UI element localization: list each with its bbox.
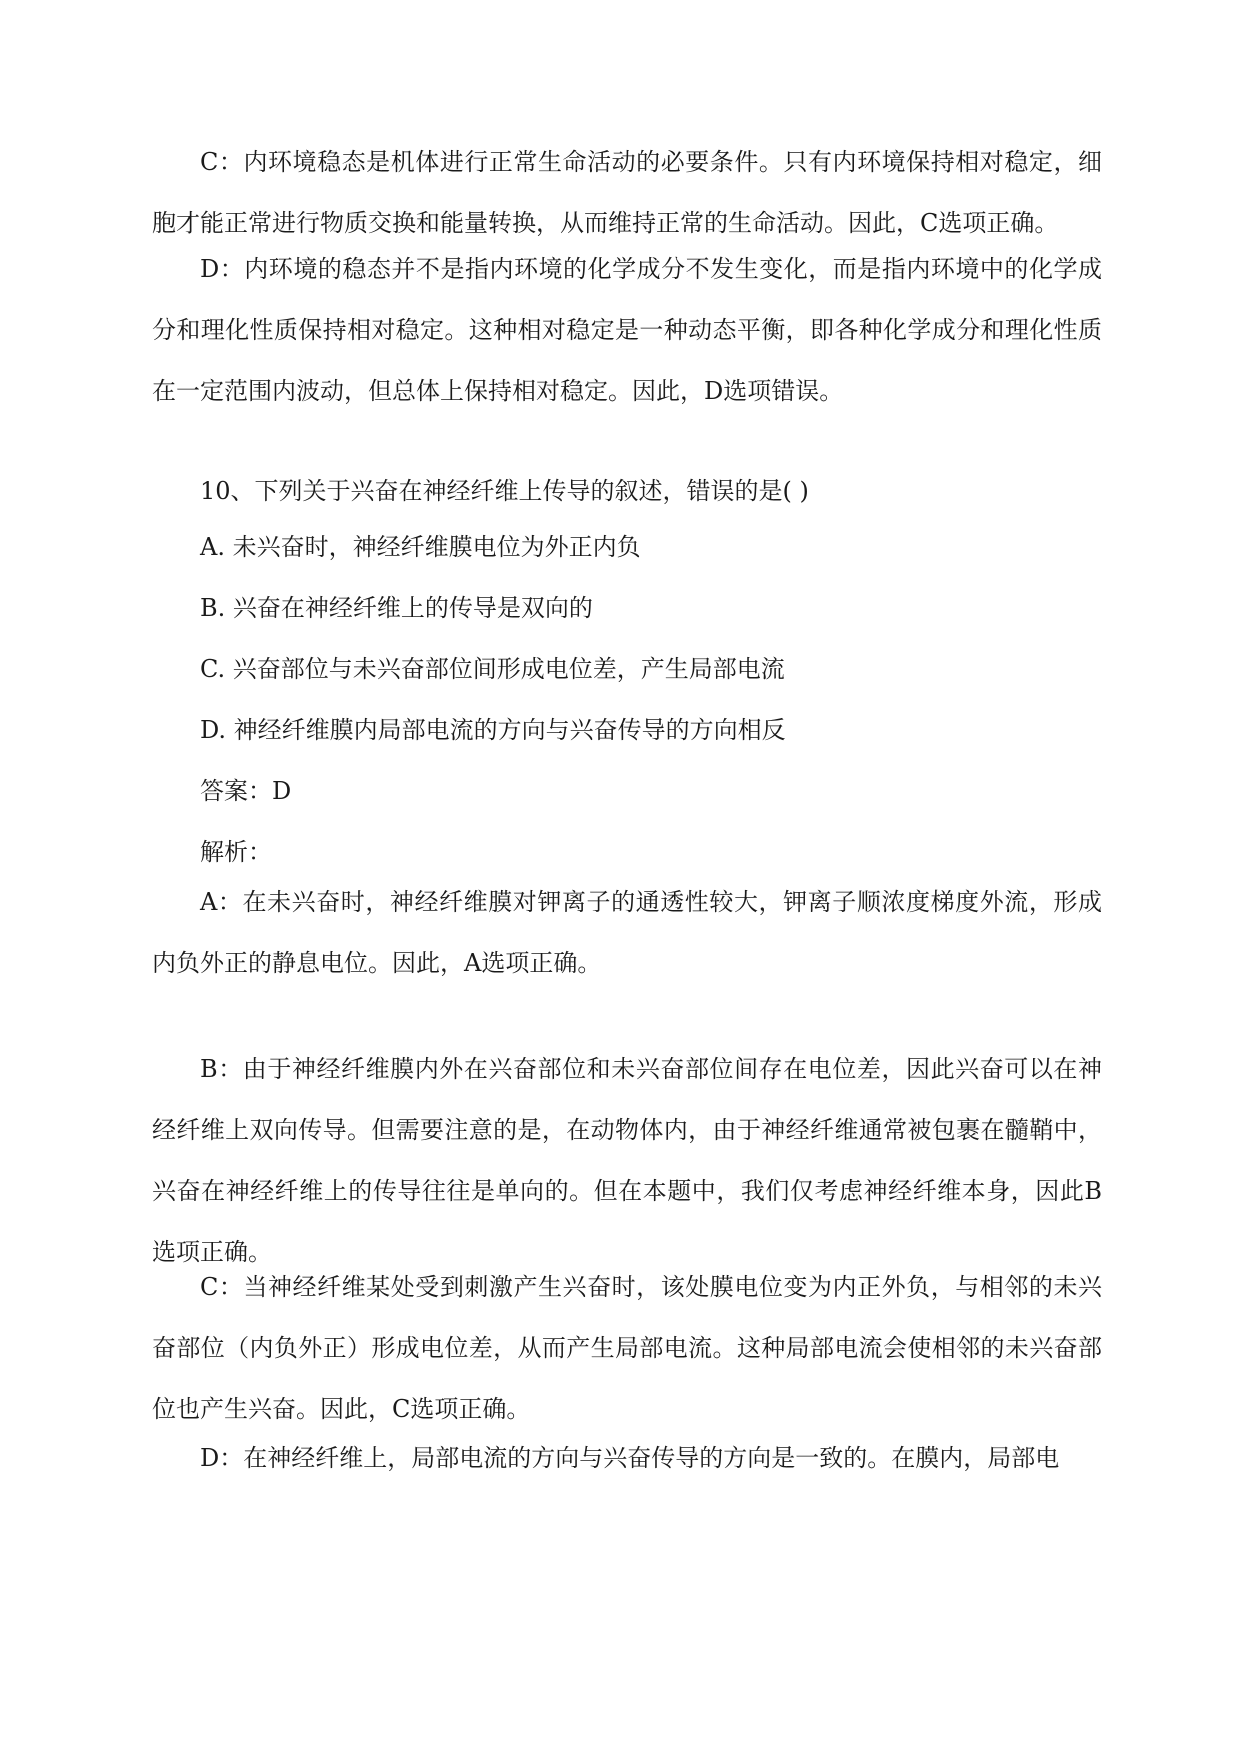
question-stem: 10、下列关于兴奋在神经纤维上传导的叙述，错误的是( ) xyxy=(200,477,809,505)
analysis-a: A：在未兴奋时，神经纤维膜对钾离子的通透性较大，钾离子顺浓度梯度外流，形成内负外正的静息电位。因此，A选项正确。 xyxy=(152,888,1102,977)
question-option-d: D. 神经纤维膜内局部电流的方向与兴奋传导的方向相反 xyxy=(200,716,786,744)
question-option-c: C. 兴奋部位与未兴奋部位间形成电位差，产生局部电流 xyxy=(200,655,785,683)
paragraph-option-c-explanation: C：内环境稳态是机体进行正常生命活动的必要条件。只有内环境保持相对稳定，细胞才能正常进行物质交换和能量转换，从而维持正常的生命活动。因此，C选项正确。 xyxy=(152,148,1102,237)
paragraph-option-d-explanation: D：内环境的稳态并不是指内环境的化学成分不发生变化，而是指内环境中的化学成分和理化性质保持相对稳定。这种相对稳定是一种动态平衡，即各种化学成分和理化性质在一定范围内波动，但总体上保持相对稳定。因此，D选项错误。 xyxy=(152,255,1102,405)
analysis-b: B：由于神经纤维膜内外在兴奋部位和未兴奋部位间存在电位差，因此兴奋可以在神经纤维上双向传导。但需要注意的是，在动物体内，由于神经纤维通常被包裹在髓鞘中，兴奋在神经纤维上的传导往往是单向的。但在本题中，我们仅考虑神经纤维本身，因此B选项正确。 xyxy=(152,1055,1102,1266)
analysis-c: C：当神经纤维某处受到刺激产生兴奋时，该处膜电位变为内正外负，与相邻的未兴奋部位（内负外正）形成电位差，从而产生局部电流。这种局部电流会使相邻的未兴奋部位也产生兴奋。因此，C选项正确。 xyxy=(152,1273,1102,1423)
answer-line: 答案：D xyxy=(200,777,292,805)
analysis-label: 解析： xyxy=(200,838,272,866)
question-option-b: B. 兴奋在神经纤维上的传导是双向的 xyxy=(200,594,593,622)
analysis-d: D：在神经纤维上，局部电流的方向与兴奋传导的方向是一致的。在膜内，局部电 xyxy=(200,1444,1060,1472)
question-option-a: A. 未兴奋时，神经纤维膜电位为外正内负 xyxy=(200,533,641,561)
